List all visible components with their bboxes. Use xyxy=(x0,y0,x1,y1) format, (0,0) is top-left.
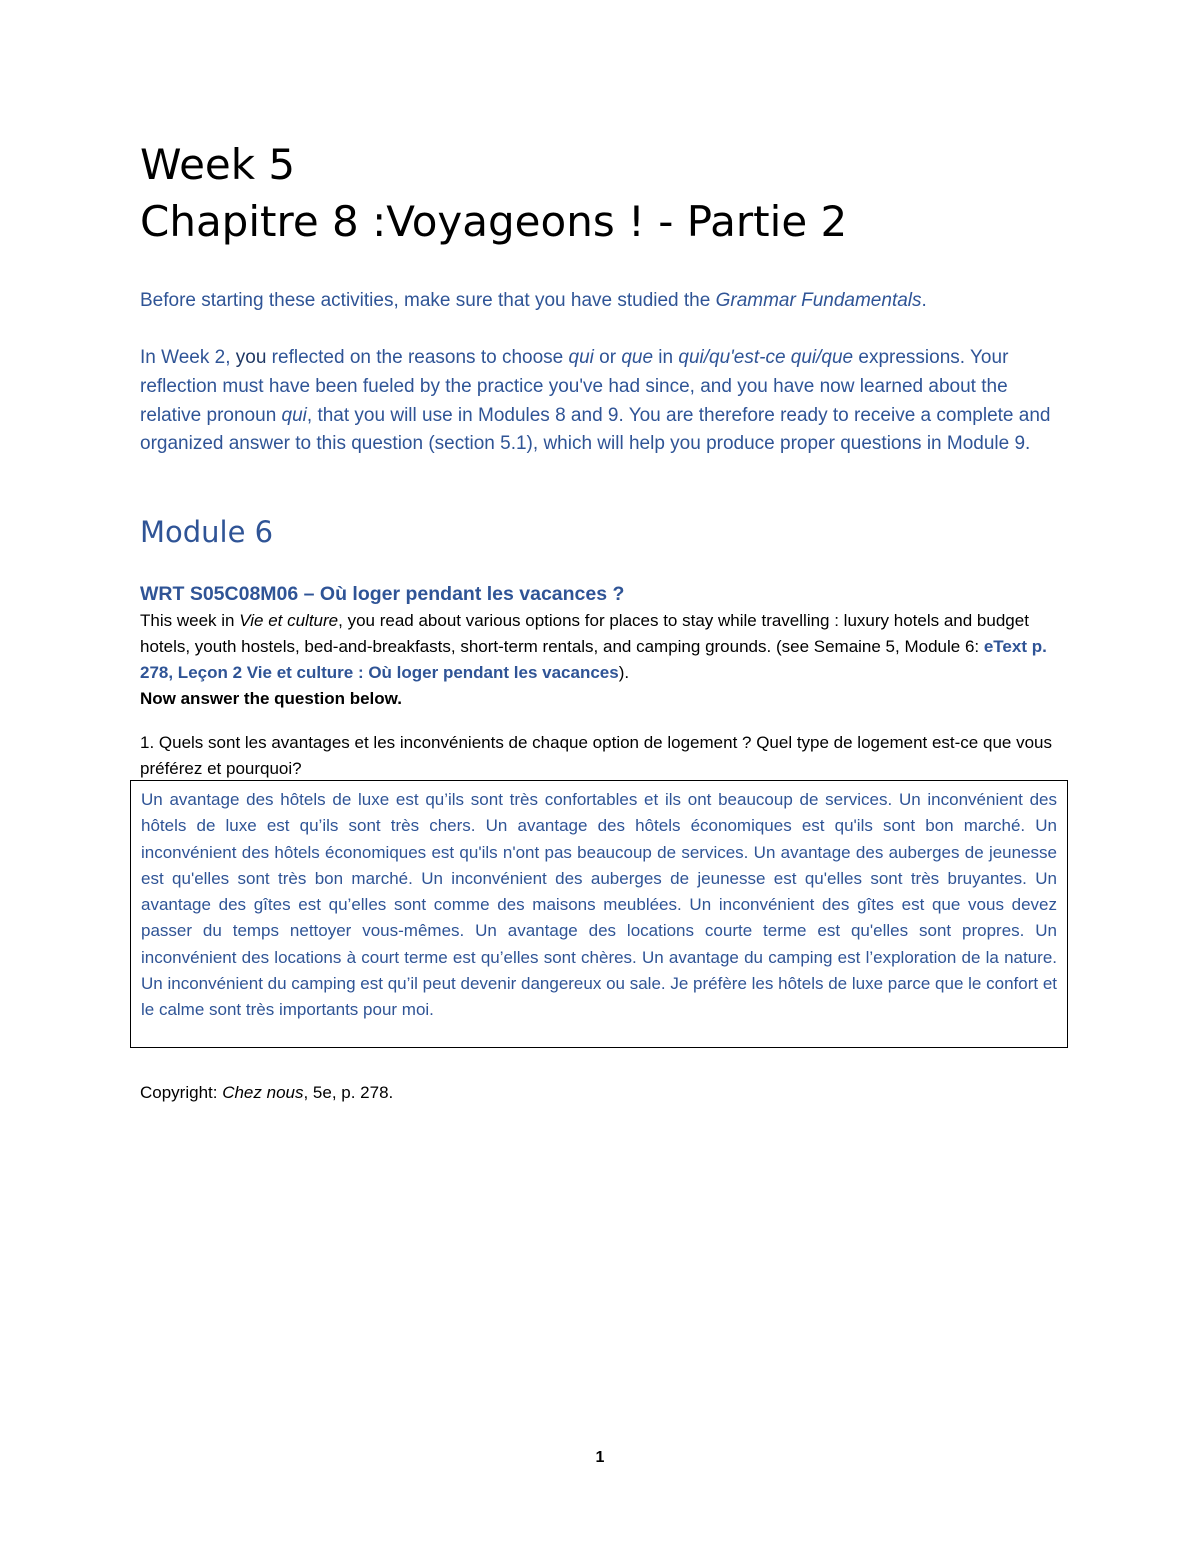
book-title: Chez nous xyxy=(222,1083,304,1102)
activity-title: WRT S05C08M06 – Où loger pendant les vacances ? xyxy=(140,583,625,605)
intro-p2-text: reflected on the reasons to choose xyxy=(266,347,569,368)
etext-reference: eText p. 278, Leçon 2 Vie et culture : Où loger pendant les vacances xyxy=(140,637,1047,682)
week-title: Week 5 xyxy=(140,140,296,189)
intro-p1-end: . xyxy=(921,290,927,311)
activity-description xyxy=(140,608,1070,712)
grammar-fundamentals-ref: Grammar Fundamentals xyxy=(715,290,922,311)
vie-et-culture-ref: Vie et culture xyxy=(239,611,339,630)
page-number: 1 xyxy=(595,1449,605,1466)
intro-p1-text: Before starting these activities, make sure that you have studied the xyxy=(140,290,716,311)
intro-p2-qui: qui xyxy=(568,347,594,368)
intro-p2-text: In Week 2, xyxy=(140,347,236,368)
intro-p2-expression: qui/qu'est-ce qui/que xyxy=(678,347,854,368)
intro-paragraph-reflection xyxy=(140,344,1070,459)
answer-text: Un avantage des hôtels de luxe est qu’ils sont très confortables et ils ont beaucoup de services. Un inconvénient des hôtels de luxe est qu’ils sont très chers. Un avantage des hôtels économiques est qu'ils sont bon marché. Un inconvénient des hôtels économiques est qu'ils n'ont pas beaucoup de services. Un avantage des auberges de jeunesse est qu'elles sont très bon marché. Un inconvénient des auberges de jeunesse est qu'elles sont très bruyantes. Un avantage des gîtes est qu’elles sont comme des maisons meublées. Un inconvénient des gîtes est que vous devez passer du temps nettoyer vous-mêmes. Un avantage des locations courte terme est qu'elles sont propres. Un inconvénient des locations à court terme est qu’elles sont chères. Un avantage du camping est l’exploration de la nature. Un inconvénient du camping est qu’il peut devenir dangereux ou sale. Je préfère les hôtels de luxe parce que le confort et le calme sont très importants pour moi. xyxy=(141,790,1057,1020)
intro-p2-text: expressions. Your reflection must have been fueled by the practice you've had since, and you have now learned about the relative pronoun xyxy=(140,347,1009,426)
intro-p2-text: or xyxy=(593,347,622,368)
copyright-details: , 5e, p. 278. xyxy=(303,1083,394,1102)
instruction-text: Now answer the question below. xyxy=(140,689,402,708)
copyright-line xyxy=(140,1080,393,1106)
intro-p2-text: in xyxy=(653,347,679,368)
chapter-title: Chapitre 8 :Voyageons ! - Partie 2 xyxy=(140,197,848,246)
intro-p2-text: , that you will use in Modules 8 and 9. You are therefore ready to receive a complete and organized answer to this question (section 5.1), which will help you produce proper questions in Module 9. xyxy=(140,404,1051,455)
intro-paragraph-grammar xyxy=(140,287,1070,316)
intro-p2-you: you xyxy=(235,347,267,368)
question-text: 1. Quels sont les avantages et les inconvénients de chaque option de logement ? Quel type de logement est-ce que vous préférez et pourquoi? xyxy=(140,733,1052,778)
intro-p2-que: que xyxy=(621,347,654,368)
activity-desc-text: ). xyxy=(618,663,630,682)
copyright-label: Copyright: xyxy=(140,1083,223,1102)
module-heading: Module 6 xyxy=(140,515,274,549)
intro-p2-qui: qui xyxy=(281,404,307,426)
activity-desc-text: This week in xyxy=(140,611,240,630)
answer-box[interactable] xyxy=(130,780,1068,1048)
activity-desc-text: , you read about various options for places to stay while travelling : luxury hotels and budget hotels, youth hostels, bed-and-breakfasts, short-term rentals, and camping grounds. (see Semaine 5, Module 6: xyxy=(140,611,1029,656)
